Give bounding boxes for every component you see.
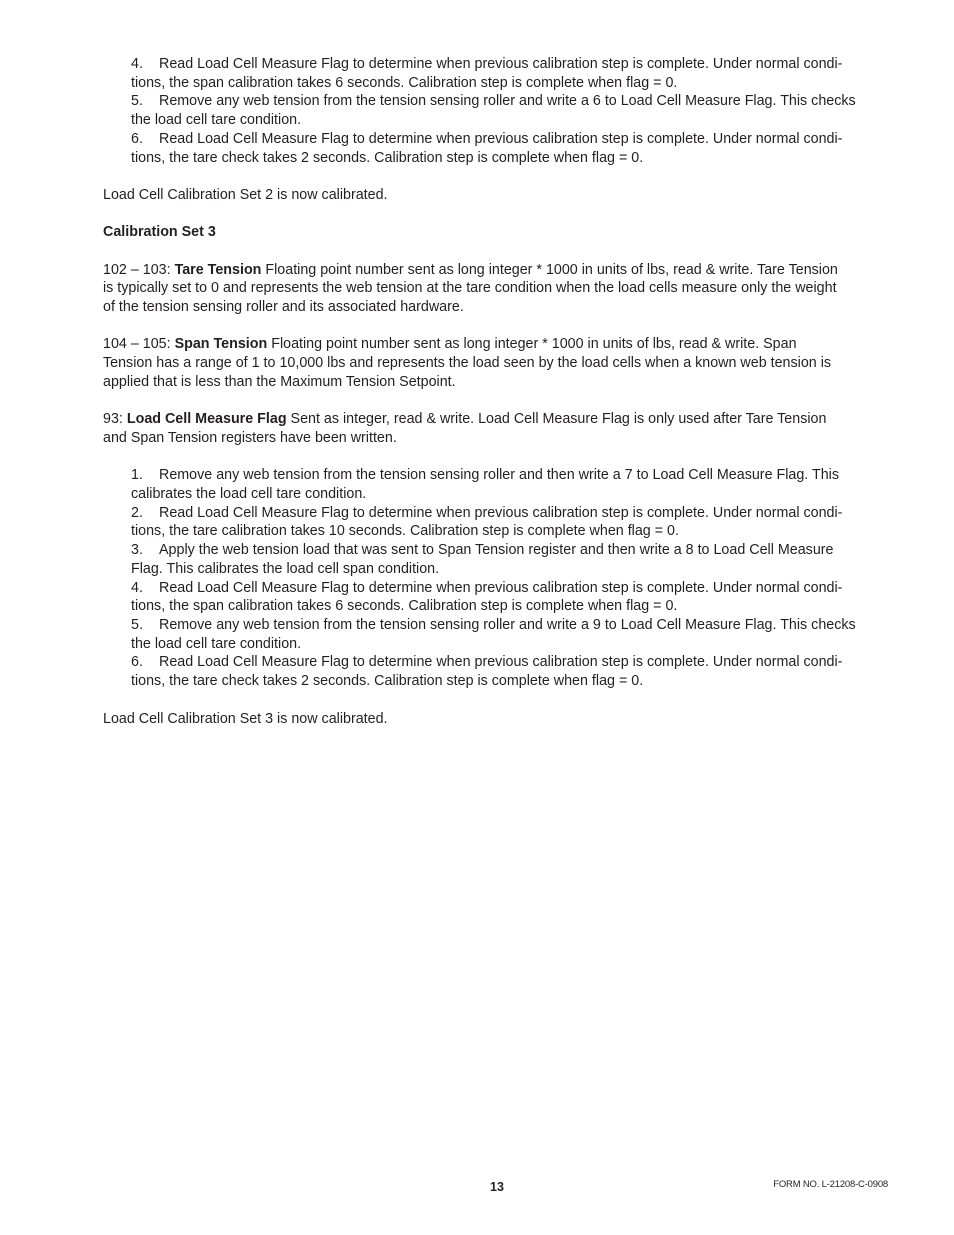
set3-step-3 bbox=[131, 541, 893, 578]
step-number: 2. bbox=[131, 504, 143, 521]
set3-complete-note: Load Cell Calibration Set 3 is now calibrated. bbox=[103, 710, 388, 727]
set3-step-1 bbox=[131, 466, 893, 503]
step-text: Read Load Cell Measure Flag to determine when previous calibration step is complete. Under normal condi- bbox=[159, 579, 843, 596]
step-text-cont: the load cell tare condition. bbox=[131, 635, 302, 652]
step-text: Remove any web tension from the tension sensing roller and write a 6 to Load Cell Measure Flag. This checks bbox=[159, 93, 856, 110]
page-number: 13 bbox=[490, 1180, 504, 1194]
description-line: of the tension sensing roller and its associated hardware. bbox=[103, 299, 464, 316]
step-text: Apply the web tension load that was sent to Span Tension register and then write a 8 to Load Cell Measure bbox=[159, 542, 834, 559]
description-line: applied that is less than the Maximum Tension Setpoint. bbox=[103, 373, 456, 390]
step-number: 5. bbox=[131, 617, 143, 633]
step-text: Remove any web tension from the tension sensing roller and write a 9 to Load Cell Measure Flag. This checks bbox=[159, 617, 856, 633]
set3-step-4 bbox=[131, 579, 893, 616]
step-text-cont: tions, the span calibration takes 6 seconds. Calibration step is complete when flag = 0. bbox=[131, 74, 678, 91]
step-text: Read Load Cell Measure Flag to determine when previous calibration step is complete. Under normal condi- bbox=[159, 654, 843, 671]
step-number: 4. bbox=[131, 56, 143, 72]
step-text: Read Load Cell Measure Flag to determine when previous calibration step is complete. Under normal condi- bbox=[159, 130, 843, 147]
register-name: Span Tension bbox=[174, 336, 268, 353]
step-number: 6. bbox=[131, 654, 143, 671]
step-number: 4. bbox=[131, 579, 143, 596]
description-line: Sent as integer, read & write. Load Cell Measure Flag is only used after Tare Tension bbox=[286, 411, 827, 428]
set2-step-5 bbox=[131, 92, 893, 129]
step-text-cont: tions, the span calibration takes 6 seconds. Calibration step is complete when flag = 0. bbox=[131, 598, 678, 615]
set3-step-2 bbox=[131, 504, 893, 541]
description-line: is typically set to 0 and represents the web tension at the tare condition when the load cells measure only the weight bbox=[103, 280, 837, 297]
step-number: 1. bbox=[131, 467, 143, 484]
step-text-cont: Flag. This calibrates the load cell span condition. bbox=[131, 560, 440, 577]
step-text: Remove any web tension from the tension sensing roller and then write a 7 to Load Cell Measure Flag. This bbox=[159, 467, 839, 484]
form-number: FORM NO. L-21208-C-0908 bbox=[773, 1179, 888, 1190]
measure-flag-description bbox=[103, 410, 893, 447]
step-text-cont: tions, the tare check takes 2 seconds. Calibration step is complete when flag = 0. bbox=[131, 149, 644, 166]
description-line: Floating point number sent as long integer * 1000 in units of lbs, read & write. Span bbox=[267, 336, 797, 353]
set3-step-5 bbox=[131, 616, 893, 653]
tare-tension-description bbox=[103, 261, 893, 317]
set3-step-6 bbox=[131, 653, 893, 690]
set3-heading: Calibration Set 3 bbox=[103, 224, 216, 241]
page-content bbox=[103, 55, 893, 728]
step-text-cont: tions, the tare check takes 2 seconds. Calibration step is complete when flag = 0. bbox=[131, 673, 644, 690]
set3-steps-list bbox=[131, 466, 893, 690]
description-line: Floating point number sent as long integer * 1000 in units of lbs, read & write. Tare Tension bbox=[261, 261, 838, 278]
set2-step-4 bbox=[131, 55, 893, 92]
register-address: 104 – 105: bbox=[103, 336, 175, 353]
step-number: 6. bbox=[131, 130, 143, 147]
set2-complete-note: Load Cell Calibration Set 2 is now calibrated. bbox=[103, 186, 388, 203]
step-text: Read Load Cell Measure Flag to determine when previous calibration step is complete. Under normal condi- bbox=[159, 56, 843, 72]
register-name: Load Cell Measure Flag bbox=[126, 411, 287, 428]
step-text-cont: tions, the tare calibration takes 10 seconds. Calibration step is complete when flag = 0. bbox=[131, 523, 679, 540]
register-address: 102 – 103: bbox=[103, 261, 175, 278]
description-line: Tension has a range of 1 to 10,000 lbs and represents the load seen by the load cells when a known web tension is bbox=[103, 355, 832, 372]
span-tension-description bbox=[103, 335, 893, 391]
step-number: 3. bbox=[131, 542, 143, 559]
set2-steps-list bbox=[131, 55, 893, 167]
set2-step-6 bbox=[131, 130, 893, 167]
step-text: Read Load Cell Measure Flag to determine when previous calibration step is complete. Under normal condi- bbox=[159, 504, 843, 521]
description-line: and Span Tension registers have been written. bbox=[103, 429, 397, 446]
register-address: 93: bbox=[103, 411, 127, 428]
register-name: Tare Tension bbox=[174, 261, 262, 278]
step-text-cont: calibrates the load cell tare condition. bbox=[131, 486, 367, 503]
step-text-cont: the load cell tare condition. bbox=[131, 112, 302, 129]
step-number: 5. bbox=[131, 93, 143, 110]
